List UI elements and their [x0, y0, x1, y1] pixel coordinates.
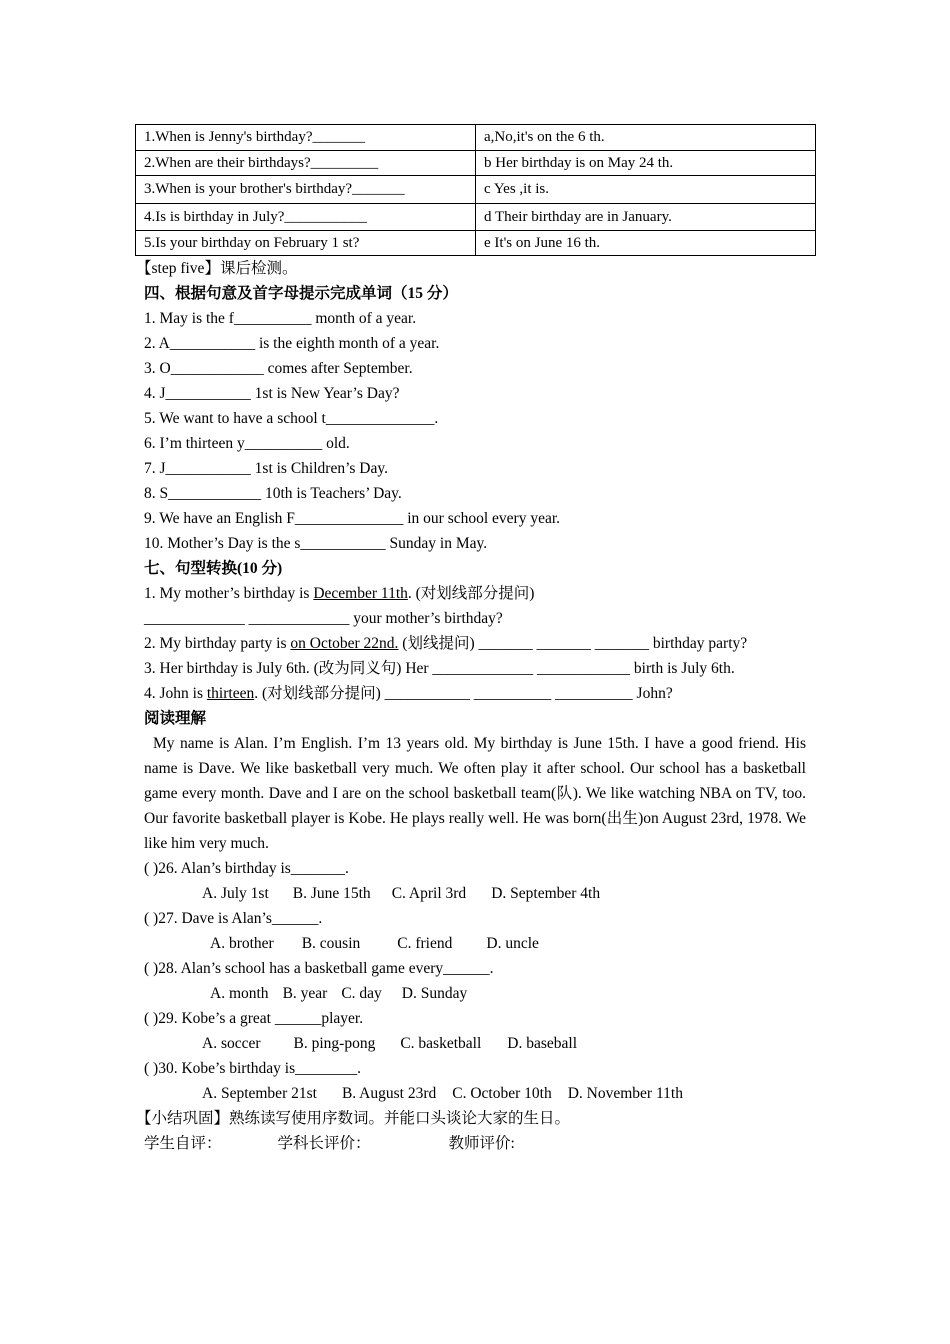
fill-item: 4. J___________ 1st is New Year’s Day?: [144, 385, 400, 402]
fill-item: 3. O____________ comes after September.: [144, 360, 413, 377]
fill-item: 1. May is the f__________ month of a year.: [144, 310, 417, 327]
question-stem: ( )29. Kobe’s a great ______player.: [144, 1010, 364, 1027]
summary-line: 【小结巩固】熟练读写使用序数词。并能口头谈论大家的生日。: [136, 1110, 571, 1127]
answer-cell: b Her birthday is on May 24 th.: [476, 151, 816, 176]
transform-item-3: 3. Her birthday is July 6th. (改为同义句) Her _____________ ____________ birth is July 6th.: [144, 660, 735, 677]
option: D. September 4th: [491, 885, 601, 902]
question-cell: 3.When is your brother's birthday?_______: [136, 176, 476, 204]
sentence-text: 1. My mother’s birthday is: [144, 585, 314, 602]
transform-item-1: [144, 581, 806, 606]
step-five-heading: 【step five】课后检测。: [136, 260, 298, 277]
option: A. brother: [210, 935, 274, 952]
question-stem: ( )30. Kobe’s birthday is________.: [144, 1060, 361, 1077]
option: A. July 1st: [202, 885, 269, 902]
option: B. cousin: [301, 935, 361, 952]
transform-item-4: [144, 681, 806, 706]
leader-evaluation-label: 学科长评价：: [277, 1135, 371, 1152]
option: C. friend: [397, 935, 453, 952]
option: C. basketball: [400, 1035, 482, 1052]
answer-cell: e It's on June 16 th.: [476, 231, 816, 256]
matching-table: [135, 124, 816, 256]
option: A. month: [210, 985, 269, 1002]
question-stem: ( )26. Alan’s birthday is_______.: [144, 860, 349, 877]
option: C. April 3rd: [391, 885, 467, 902]
question-cell: 1.When is Jenny's birthday?_______: [136, 125, 476, 151]
transform-item-1-answer: _____________ _____________ your mother’s birthday?: [144, 610, 503, 627]
fill-item: 6. I’m thirteen y__________ old.: [144, 435, 350, 452]
question-options: [144, 931, 806, 956]
table-row: [136, 231, 816, 256]
teacher-evaluation-label: 教师评价:: [448, 1135, 515, 1152]
question-stem: ( )27. Dave is Alan’s______.: [144, 910, 323, 927]
table-row: [136, 151, 816, 176]
option: B. August 23rd: [341, 1085, 437, 1102]
fill-item: 9. We have an English F______________ in our school every year.: [144, 510, 561, 527]
option: A. soccer: [202, 1035, 261, 1052]
evaluation-line: [144, 1131, 806, 1156]
option: B. June 15th: [292, 885, 371, 902]
option: D. November 11th: [567, 1085, 683, 1102]
question-options: [144, 1031, 806, 1056]
option: D. uncle: [486, 935, 539, 952]
option: B. year: [282, 985, 328, 1002]
instruction-text: . (对划线部分提问): [407, 585, 535, 602]
question-cell: 2.When are their birthdays?_________: [136, 151, 476, 176]
section-four-heading: 四、根据句意及首字母提示完成单词（15 分）: [144, 285, 458, 302]
option: C. day: [341, 985, 382, 1002]
fill-item: 7. J___________ 1st is Children’s Day.: [144, 460, 388, 477]
option: C. October 10th: [452, 1085, 552, 1102]
instruction-text: (划线提问) _______ _______ _______ birthday party?: [398, 635, 748, 652]
worksheet-content: [136, 256, 806, 1156]
fill-item: 10. Mother’s Day is the s___________ Sunday in May.: [144, 535, 488, 552]
option: D. Sunday: [401, 985, 468, 1002]
table-row: [136, 125, 816, 151]
question-cell: 4.Is is birthday in July?___________: [136, 204, 476, 231]
option: B. ping-pong: [293, 1035, 376, 1052]
sentence-text: 2. My birthday party is: [144, 635, 291, 652]
question-stem: ( )28. Alan’s school has a basketball game every______.: [144, 960, 494, 977]
table-row: [136, 176, 816, 204]
section-seven-heading: 七、句型转换(10 分): [144, 560, 283, 577]
option: D. baseball: [507, 1035, 578, 1052]
question-options: [144, 981, 806, 1006]
underlined-phrase: December 11th: [313, 585, 408, 602]
transform-item-2: [144, 631, 806, 656]
fill-item: 8. S____________ 10th is Teachers’ Day.: [144, 485, 402, 502]
question-options: [144, 1081, 806, 1106]
answer-cell: c Yes ,it is.: [476, 176, 816, 204]
underlined-phrase: on October 22nd.: [290, 635, 399, 652]
sentence-text: 4. John is: [144, 685, 207, 702]
option: A. September 21st: [202, 1085, 317, 1102]
answer-cell: d Their birthday are in January.: [476, 204, 816, 231]
answer-cell: a,No,it's on the 6 th.: [476, 125, 816, 151]
question-options: [144, 881, 806, 906]
reading-passage: My name is Alan. I’m English. I’m 13 years old. My birthday is June 15th. I have a good friend. His name is Dave. We like basketball very much. We often play it after school. Our school has a basketball game every month. Dave and I are on the school basketball team(队). We like watching NBA on TV, too. Our favorite basketball player is Kobe. He plays really well. He was born(出生)on August 23rd, 1978. We like him very much.: [144, 735, 806, 852]
reading-heading: 阅读理解: [144, 710, 207, 727]
fill-item: 2. A___________ is the eighth month of a year.: [144, 335, 440, 352]
table-row: [136, 204, 816, 231]
instruction-text: . (对划线部分提问) ___________ __________ __________ John?: [254, 685, 673, 702]
question-cell: 5.Is your birthday on February 1 st?: [136, 231, 476, 256]
fill-item: 5. We want to have a school t______________.: [144, 410, 439, 427]
self-evaluation-label: 学生自评：: [144, 1135, 222, 1152]
underlined-phrase: thirteen: [206, 685, 255, 702]
